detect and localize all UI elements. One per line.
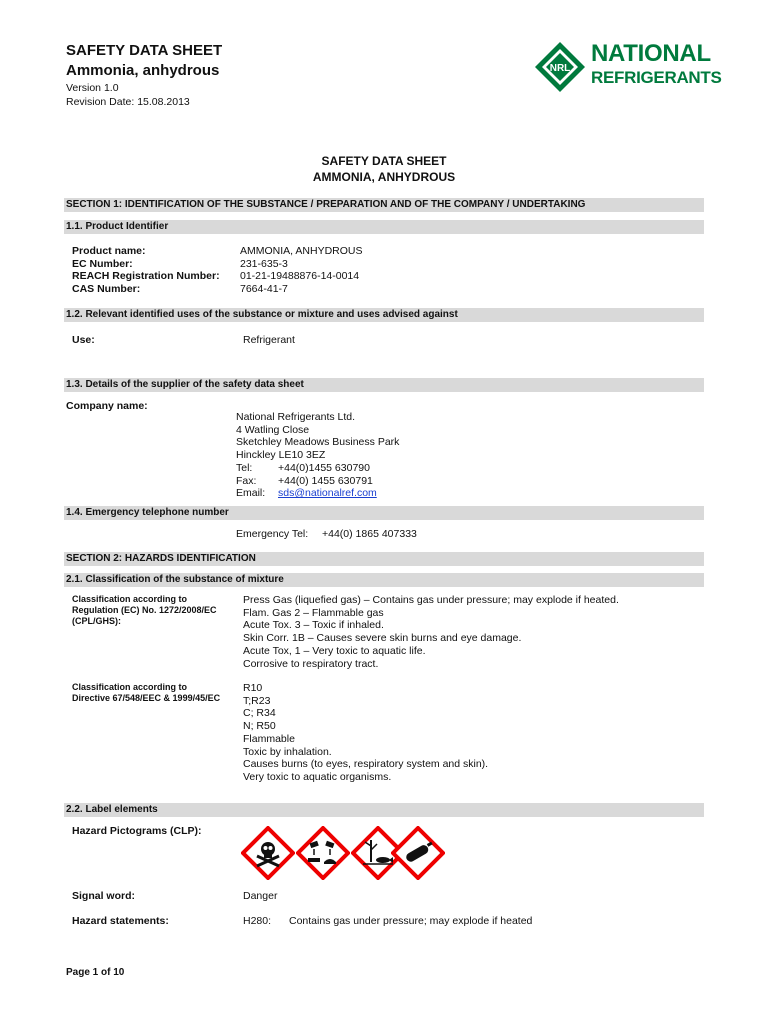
doc-title-line-1: SAFETY DATA SHEET <box>321 154 447 168</box>
address-line: 4 Watling Close <box>236 423 310 436</box>
email-label: Email: <box>236 487 266 500</box>
product-name-value: AMMONIA, ANHYDROUS <box>240 245 363 257</box>
use-value: Refrigerant <box>243 334 295 346</box>
directive-value: N; R50 <box>243 720 276 733</box>
company-logo <box>533 40 722 94</box>
directive-value: Very toxic to aquatic organisms. <box>243 770 392 783</box>
fax-row <box>236 475 399 488</box>
corrosion-icon <box>296 826 350 880</box>
document-version: Version 1.0 <box>66 82 119 94</box>
hazard-statements-label: Hazard statements: <box>72 915 169 927</box>
clp-classification-values <box>243 594 619 670</box>
address-line: Hinckley LE10 3EZ <box>236 449 326 462</box>
section-1-4-heading: 1.4. Emergency telephone number <box>64 506 704 520</box>
tel-value: +44(0)1455 630790 <box>278 461 370 474</box>
clp-value: Acute Tox, 1 – Very toxic to aquatic life. <box>243 644 426 657</box>
skull-crossbones-icon <box>241 826 295 880</box>
emergency-tel-value: +44(0) 1865 407333 <box>322 528 417 540</box>
email-row <box>236 487 399 500</box>
fax-value: +44(0) 1455 630791 <box>278 474 373 487</box>
logo-line-2: REFRIGERANTS <box>591 68 722 87</box>
directive-value: R10 <box>243 682 263 694</box>
clp-value: Press Gas (liquefied gas) – Contains gas under pressure; may explode if heated. <box>243 594 619 606</box>
directive-value: Causes burns (to eyes, respiratory system and skin). <box>243 758 489 771</box>
product-name-label: Product name: <box>72 245 146 257</box>
clp-label-line: Regulation (EC) No. 1272/2008/EC <box>72 605 217 615</box>
clp-classification-label <box>72 594 217 627</box>
clp-value: Skin Corr. 1B – Causes severe skin burns and eye damage. <box>243 632 522 645</box>
section-2-2-heading: 2.2. Label elements <box>64 803 704 817</box>
fax-label: Fax: <box>236 474 257 487</box>
logo-badge-icon <box>533 40 587 94</box>
directive-label-line: Classification according to <box>72 682 188 692</box>
directive-value: Toxic by inhalation. <box>243 745 332 758</box>
section-2-1-heading: 2.1. Classification of the substance of mixture <box>64 573 704 587</box>
document-revision-date: Revision Date: 15.08.2013 <box>66 96 190 108</box>
product-identifier-labels <box>72 245 220 296</box>
section-1-1-heading: 1.1. Product Identifier <box>64 220 704 234</box>
clp-label-line: Classification according to <box>72 594 188 604</box>
ec-number-value: 231-635-3 <box>240 257 288 270</box>
section-2-heading: SECTION 2: HAZARDS IDENTIFICATION <box>64 552 704 566</box>
directive-label-line: Directive 67/548/EEC & 1999/45/EC <box>72 693 221 703</box>
directive-classification-label <box>72 682 220 704</box>
section-1-heading: SECTION 1: IDENTIFICATION OF THE SUBSTANCE / PREPARATION AND OF THE COMPANY / UNDERTAKING <box>64 198 704 212</box>
address-line: National Refrigerants Ltd. <box>236 411 356 423</box>
clp-value: Acute Tox. 3 – Toxic if inhaled. <box>243 619 384 632</box>
signal-word-value: Danger <box>243 890 278 902</box>
use-label: Use: <box>72 334 95 346</box>
signal-word-label: Signal word: <box>72 890 135 902</box>
cas-number-label: CAS Number: <box>72 283 141 296</box>
hazard-statement-text: Contains gas under pressure; may explode if heated <box>289 915 533 927</box>
reach-number-value: 01-21-19488876-14-0014 <box>240 270 360 283</box>
clp-value: Flam. Gas 2 – Flammable gas <box>243 606 384 619</box>
document-header-title: SAFETY DATA SHEET <box>66 42 223 59</box>
emergency-tel-label: Emergency Tel: <box>236 528 309 540</box>
clp-label-line: (CPL/GHS): <box>72 616 121 626</box>
directive-value: T;R23 <box>243 694 271 707</box>
company-name-label: Company name: <box>66 400 148 412</box>
email-link[interactable]: sds@nationalref.com <box>278 487 377 500</box>
doc-title-line-2: AMMONIA, ANHYDROUS <box>312 170 456 184</box>
supplier-address <box>236 411 399 500</box>
product-identifier-values <box>240 245 363 296</box>
section-1-2-heading: 1.2. Relevant identified uses of the substance or mixture and uses advised against <box>64 308 704 322</box>
page-number: Page 1 of 10 <box>66 967 125 978</box>
directive-value: Flammable <box>243 732 295 745</box>
tel-row <box>236 462 399 475</box>
hazard-code: H280: <box>243 915 272 927</box>
reach-number-label: REACH Registration Number: <box>72 270 220 283</box>
logo-badge-text: NRL <box>549 63 571 74</box>
gas-cylinder-icon <box>391 826 445 880</box>
document-header-substance: Ammonia, anhydrous <box>66 62 220 79</box>
hazard-pictograms-label: Hazard Pictograms (CLP): <box>72 825 202 837</box>
tel-label: Tel: <box>236 461 253 474</box>
address-line: Sketchley Meadows Business Park <box>236 436 400 449</box>
section-1-3-heading: 1.3. Details of the supplier of the safety data sheet <box>64 378 704 392</box>
directive-value: C; R34 <box>243 707 276 720</box>
cas-number-value: 7664-41-7 <box>240 283 288 296</box>
clp-value: Corrosive to respiratory tract. <box>243 657 379 670</box>
directive-classification-values <box>243 682 488 784</box>
ec-number-label: EC Number: <box>72 257 133 270</box>
logo-line-1: NATIONAL <box>591 40 711 67</box>
